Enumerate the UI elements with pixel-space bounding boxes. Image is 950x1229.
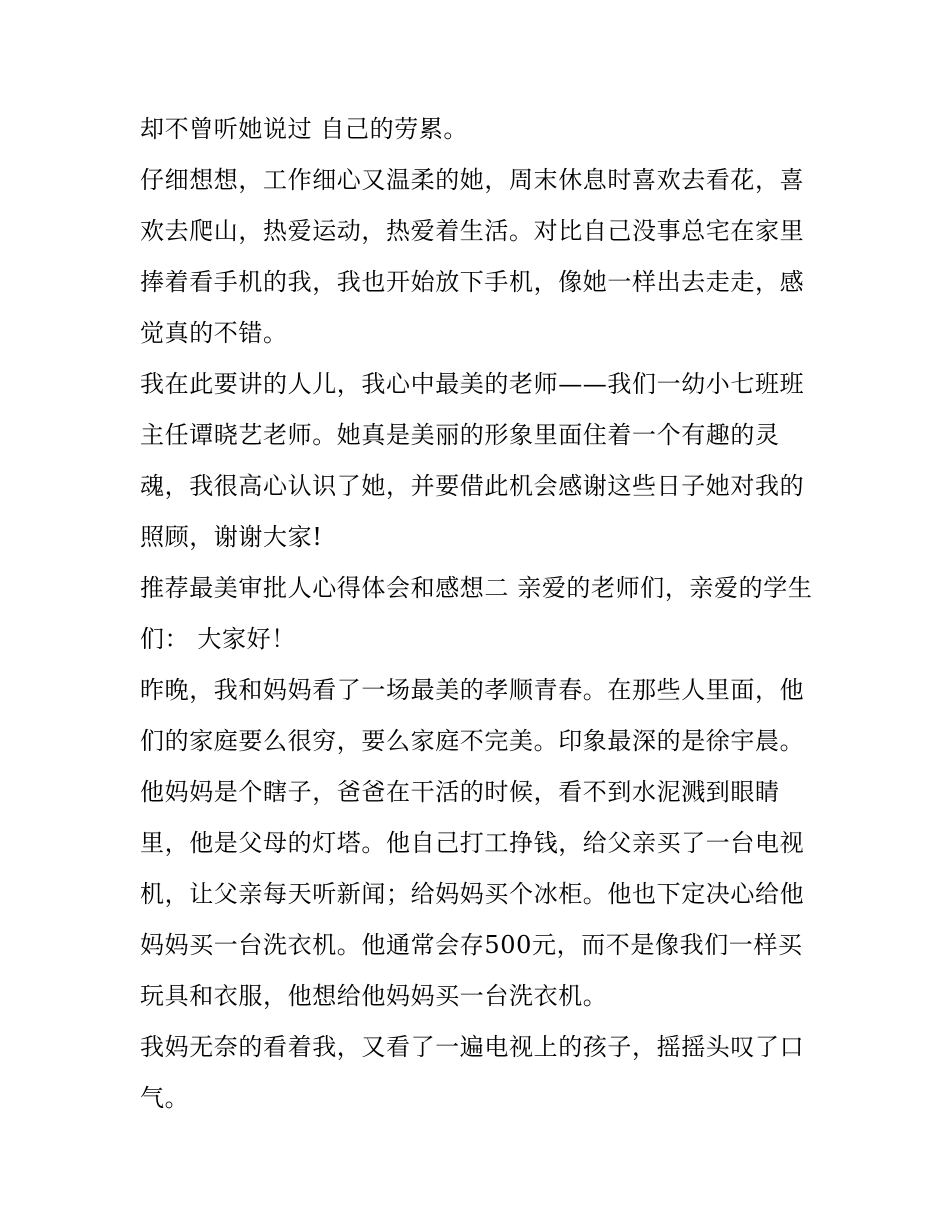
paragraph-3: 我在此要讲的人儿，我心中最美的老师——我们一幼小七班班主任谭晓艺老师。她真是美丽的形象里面住着一个有趣的灵魂，我很高心认识了她，并要借此机会感谢这些日子她对我的照顾，谢谢大家! <box>140 370 805 551</box>
paragraph-5: 昨晚，我和妈妈看了一场最美的孝顺青春。在那些人里面，他们的家庭要么很穷，要么家庭不完美。印象最深的是徐宇晨。他妈妈是个瞎子，爸爸在干活的时候，看不到水泥溅到眼睛里，他是父母的灯塔。他自己打工挣钱，给父亲买了一台电视机，让父亲每天听新闻；给妈妈买个冰柜。他也下定决心给他妈妈买一台洗衣机。他通常会存500元，而不是像我们一样买玩具和衣服，他想给他妈妈买一台洗衣机。 <box>140 676 805 1010</box>
document-body <box>140 104 816 1124</box>
paragraph-2: 仔细想想，工作细心又温柔的她，周末休息时喜欢去看花，喜欢去爬山，热爱运动，热爱着生活。对比自己没事总宅在家里捧着看手机的我，我也开始放下手机，像她一样出去走走，感觉真的不错。 <box>140 166 805 347</box>
paragraph-4: 推荐最美审批人心得体会和感想二 亲爱的老师们，亲爱的学生们： 大家好！ <box>140 574 813 653</box>
paragraph-1: 却不曾听她说过 自己的劳累。 <box>140 115 469 143</box>
paragraph-6: 我妈无奈的看着我，又看了一遍电视上的孩子，摇摇头叹了口气。 <box>140 1033 805 1112</box>
